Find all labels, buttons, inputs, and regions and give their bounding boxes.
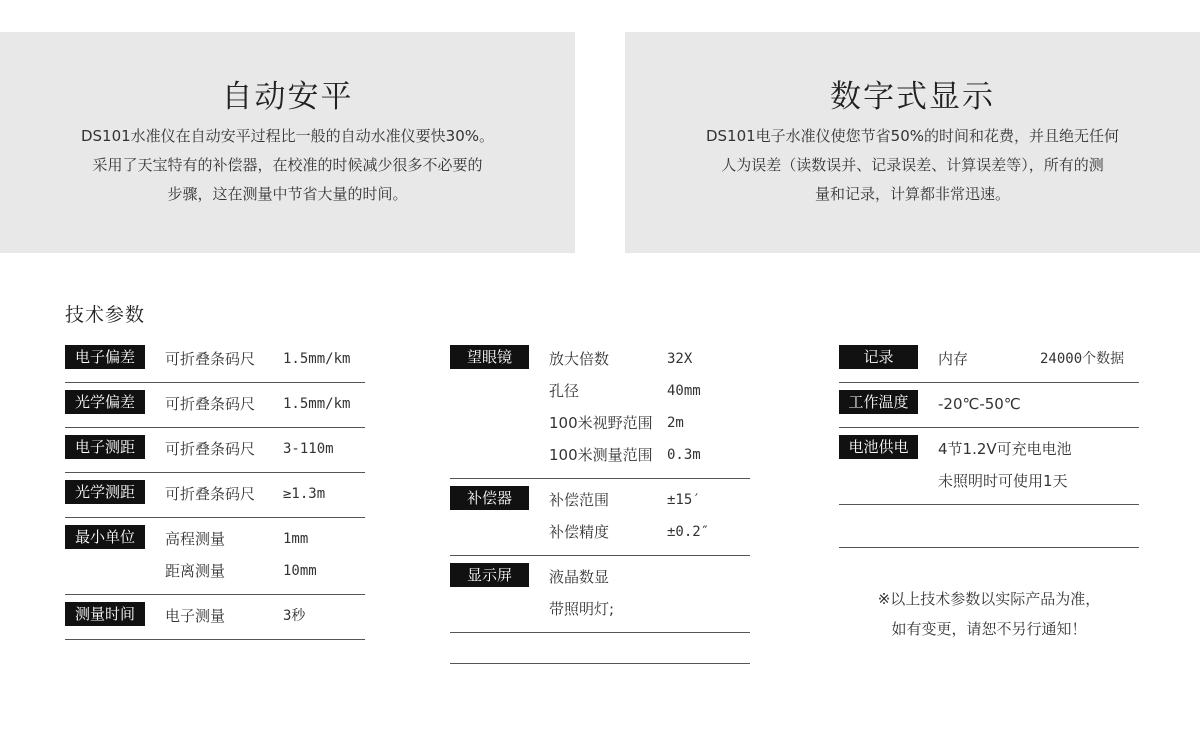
feature-line: DS101水准仪在自动安平过程比一般的自动水准仪要快30%。 (80, 127, 495, 145)
spec-key: 液晶数显 (549, 568, 610, 586)
spec-group-telescope (450, 338, 750, 479)
specs-disclaimer (839, 584, 1139, 644)
spec-badge: 测量时间 (65, 602, 145, 626)
feature-line: 人为误差（读数误并、记录误差、计算误差等），所有的测 (721, 156, 1104, 174)
spec-row (165, 388, 365, 420)
divider (839, 505, 1139, 548)
specs-column-2 (450, 338, 750, 664)
spec-group-measure-time (65, 595, 365, 640)
feature-panel-digital-display (625, 32, 1200, 253)
spec-badge: 电池供电 (839, 435, 918, 459)
spec-row (549, 343, 750, 375)
spec-row (549, 561, 750, 593)
spec-key: 可折叠条码尺 (165, 485, 256, 503)
feature-description (58, 122, 518, 209)
spec-key: 内存 (938, 350, 969, 368)
disclaimer-line: 如有变更，请恕不另行通知！ (891, 620, 1087, 638)
spec-key: 100米测量范围 (549, 446, 653, 464)
divider (450, 633, 750, 664)
feature-line: DS101电子水准仪使您节省50%的时间和花费，并且绝无任何 (705, 127, 1120, 145)
spec-value: ±0.2″ (667, 524, 710, 540)
spec-badge: 显示屏 (450, 563, 529, 587)
feature-title: 数字式显示 (830, 79, 995, 115)
spec-group-record (839, 338, 1139, 383)
spec-row (938, 388, 1139, 420)
specs-column-1 (65, 338, 365, 640)
spec-row (165, 523, 365, 555)
spec-key: 可折叠条码尺 (165, 440, 256, 458)
spec-badge: 工作温度 (839, 390, 918, 414)
spec-row (165, 555, 365, 587)
spec-group-electronic-distance (65, 428, 365, 473)
spec-value: 1.5mm/km (283, 351, 351, 367)
spec-key: 可折叠条码尺 (165, 395, 256, 413)
spec-row (165, 600, 365, 632)
spec-key: 放大倍数 (549, 350, 610, 368)
spec-key: 100米视野范围 (549, 414, 653, 432)
spec-value: 0.3m (667, 447, 701, 463)
spec-value: 1mm (283, 531, 309, 547)
spec-row (549, 375, 750, 407)
spec-badge: 望眼镜 (450, 345, 529, 369)
feature-line: 量和记录，计算都非常迅速。 (814, 185, 1010, 203)
spec-row (549, 593, 750, 625)
disclaimer-line: ※以上技术参数以实际产品为准， (877, 590, 1101, 608)
spec-row (549, 516, 750, 548)
spec-badge: 光学偏差 (65, 390, 145, 414)
spec-key: 孔径 (549, 382, 580, 400)
spec-value: 2m (667, 415, 684, 431)
feature-title: 自动安平 (221, 79, 354, 115)
specs-column-3 (839, 338, 1139, 548)
spec-row (165, 433, 365, 465)
specs-heading: 技术参数 (65, 304, 146, 326)
spec-row (165, 478, 365, 510)
spec-group-min-unit (65, 518, 365, 595)
spec-row (549, 484, 750, 516)
spec-row (549, 439, 750, 471)
spec-group-optical-deviation (65, 383, 365, 428)
spec-group-battery (839, 428, 1139, 505)
spec-value: 1.5mm/km (283, 396, 351, 412)
spec-value: 24000个数据 (1040, 351, 1125, 367)
spec-badge: 补偿器 (450, 486, 529, 510)
spec-row (938, 465, 1139, 497)
spec-row (938, 433, 1139, 465)
spec-value: 32X (667, 351, 693, 367)
spec-badge: 最小单位 (65, 525, 145, 549)
feature-description (683, 122, 1143, 209)
spec-group-optical-distance (65, 473, 365, 518)
spec-row (165, 343, 365, 375)
spec-row (549, 407, 750, 439)
spec-value: 40mm (667, 383, 701, 399)
spec-value: 3秒 (283, 608, 306, 624)
feature-line: 步骤，这在测量中节省大量的时间。 (167, 185, 408, 203)
spec-group-electronic-deviation (65, 338, 365, 383)
spec-row (938, 343, 1139, 375)
spec-key: 带照明灯; (549, 600, 615, 618)
spec-badge: 电子测距 (65, 435, 145, 459)
spec-key: 距离测量 (165, 562, 226, 580)
spec-group-working-temperature (839, 383, 1139, 428)
spec-value: ≥1.3m (283, 486, 326, 502)
spec-badge: 光学测距 (65, 480, 145, 504)
spec-key: 电子测量 (165, 607, 226, 625)
spec-key: -20℃-50℃ (938, 395, 1021, 413)
spec-key: 未照明时可使用1天 (938, 472, 1068, 490)
feature-line: 采用了天宝特有的补偿器，在校准的时候减少很多不必要的 (92, 156, 483, 174)
spec-value: 10mm (283, 563, 317, 579)
spec-value: ±15′ (667, 492, 701, 508)
spec-key: 补偿精度 (549, 523, 610, 541)
spec-group-display (450, 556, 750, 633)
spec-key: 补偿范围 (549, 491, 610, 509)
spec-value: 3-110m (283, 441, 334, 457)
feature-panel-auto-leveling (0, 32, 575, 253)
spec-badge: 电子偏差 (65, 345, 145, 369)
spec-key: 可折叠条码尺 (165, 350, 256, 368)
spec-key: 4节1.2V可充电电池 (938, 440, 1072, 458)
spec-badge: 记录 (839, 345, 918, 369)
spec-key: 高程测量 (165, 530, 226, 548)
spec-group-compensator (450, 479, 750, 556)
